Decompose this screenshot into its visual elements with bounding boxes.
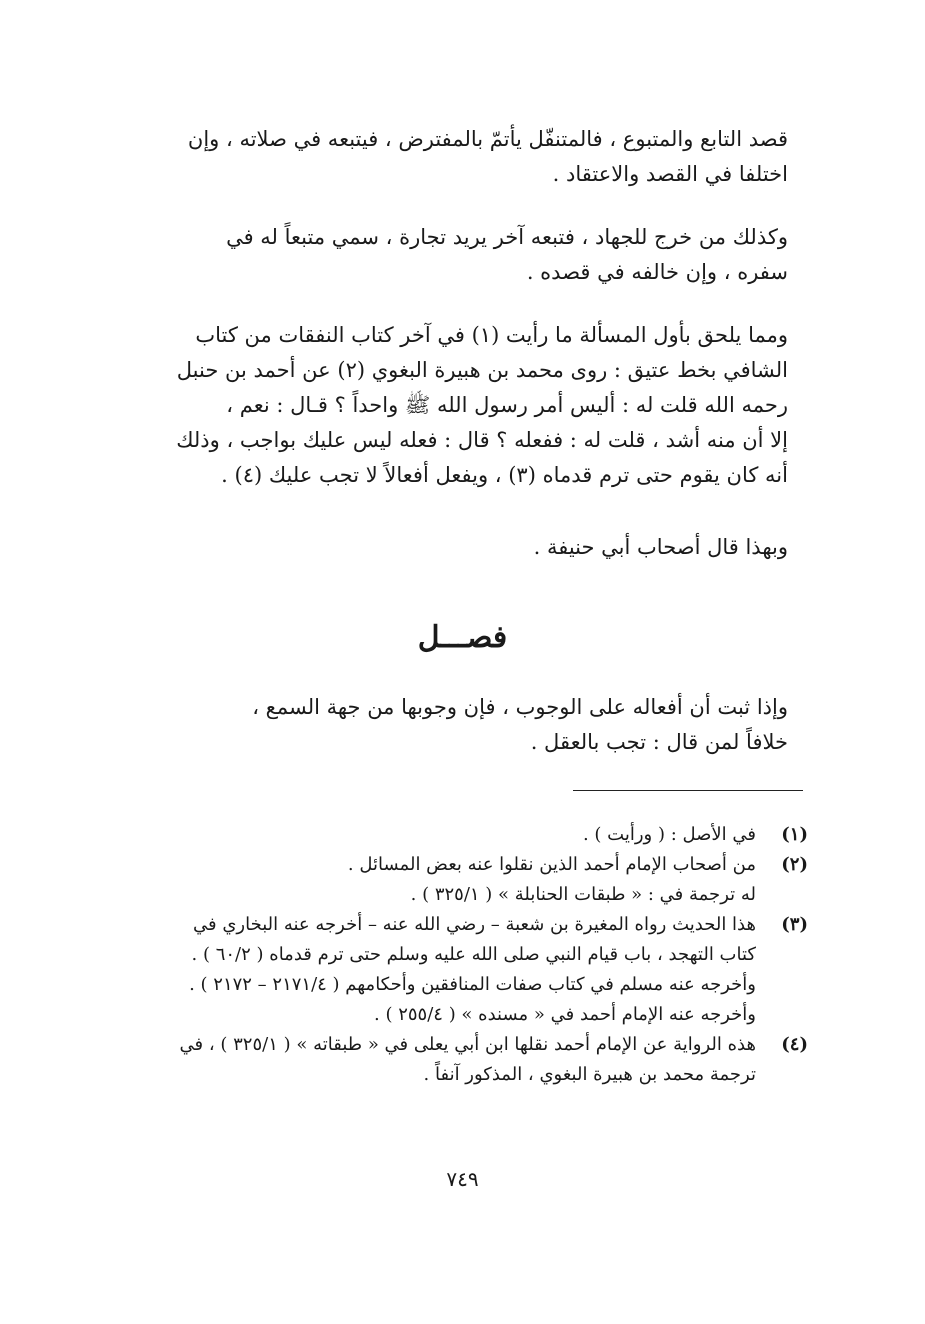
text-line: وكذلك من خرج للجهاد ، فتبعه آخر يريد تجارة ، سمي متبعاً له في bbox=[226, 225, 788, 249]
text-line: وبهذا قال أصحاب أبي حنيفة . bbox=[533, 535, 788, 559]
footnote-line: هذه الرواية عن الإمام أحمد نقلها ابن أبي يعلى في « طبقاته » ( ٣٢٥/١ ) ، في bbox=[179, 1034, 756, 1055]
footnote-1 bbox=[160, 820, 808, 850]
footnote-line: وأخرجه عنه مسلم في كتاب صفات المنافقين وأحكامهم ( ٢١٧١/٤ – ٢١٧٢ ) . bbox=[189, 974, 756, 995]
page-number: ٧٤٩ bbox=[446, 1167, 479, 1191]
footnote-line: له ترجمة في : « طبقات الحنابلة » ( ٣٢٥/١ ) . bbox=[410, 884, 756, 905]
footnote-4 bbox=[160, 1030, 808, 1090]
footnote-number: (٢) bbox=[781, 854, 808, 875]
section-heading: فصـــل bbox=[417, 620, 508, 655]
text-line: خلافاً لمن قال : تجب بالعقل . bbox=[530, 730, 788, 754]
footnote-line: ترجمة محمد بن هبيرة البغوي ، المذكور آنفاً . bbox=[423, 1064, 756, 1085]
text-line: رحمه الله قلت له : أليس أمر رسول الله ﷺ واحداً ؟ قـال : نعم ، bbox=[226, 393, 788, 417]
text-line: قصد التابع والمتبوع ، فالمتنفّل يأتمّ بالمفترض ، فيتبعه في صلاته ، وإن bbox=[187, 127, 788, 151]
footnote-separator bbox=[573, 790, 803, 791]
paragraph-3 bbox=[160, 318, 788, 493]
text-line: الشافي بخط عتيق : روى محمد بن هبيرة البغوي (٢) عن أحمد بن حنبل bbox=[176, 358, 788, 382]
footnote-line: في الأصل : ( ورأيت ) . bbox=[582, 824, 756, 845]
text-line: أنه كان يقوم حتى ترم قدماه (٣) ، ويفعل أفعالاً لا تجب عليك (٤) . bbox=[221, 463, 788, 487]
footnote-3 bbox=[160, 910, 808, 1030]
text-line: إلا أن منه أشد ، قلت له : ففعله ؟ قال : فعله ليس عليك بواجب ، وذلك bbox=[176, 428, 788, 452]
text-line: اختلفا في القصد والاعتقاد . bbox=[552, 162, 788, 186]
footnote-line: هذا الحديث رواه المغيرة بن شعبة – رضي الله عنه – أخرجه عنه البخاري في bbox=[193, 914, 756, 935]
paragraph-4 bbox=[160, 530, 788, 565]
footnote-number: (٣) bbox=[781, 914, 808, 935]
paragraph-5 bbox=[160, 690, 788, 760]
paragraph-2 bbox=[160, 220, 788, 290]
text-line: سفره ، وإن خالفه في قصده . bbox=[526, 260, 788, 284]
paragraph-1 bbox=[160, 122, 788, 192]
text-line: ومما يلحق بأول المسألة ما رأيت (١) في آخر كتاب النفقات من كتاب bbox=[195, 323, 788, 347]
footnote-line: كتاب التهجد ، باب قيام النبي صلى الله عليه وسلم حتى ترم قدماه ( ٦٠/٢ ) . bbox=[191, 944, 756, 965]
footnote-number: (٤) bbox=[781, 1034, 808, 1055]
footnote-2 bbox=[160, 850, 808, 910]
footnote-line: من أصحاب الإمام أحمد الذين نقلوا عنه بعض المسائل . bbox=[347, 854, 756, 875]
footnote-number: (١) bbox=[781, 824, 808, 845]
text-line: وإذا ثبت أن أفعاله على الوجوب ، فإن وجوبها من جهة السمع ، bbox=[252, 695, 788, 719]
footnotes bbox=[160, 820, 808, 1090]
footnote-line: وأخرجه عنه الإمام أحمد في « مسنده » ( ٢٥٥/٤ ) . bbox=[374, 1004, 756, 1025]
